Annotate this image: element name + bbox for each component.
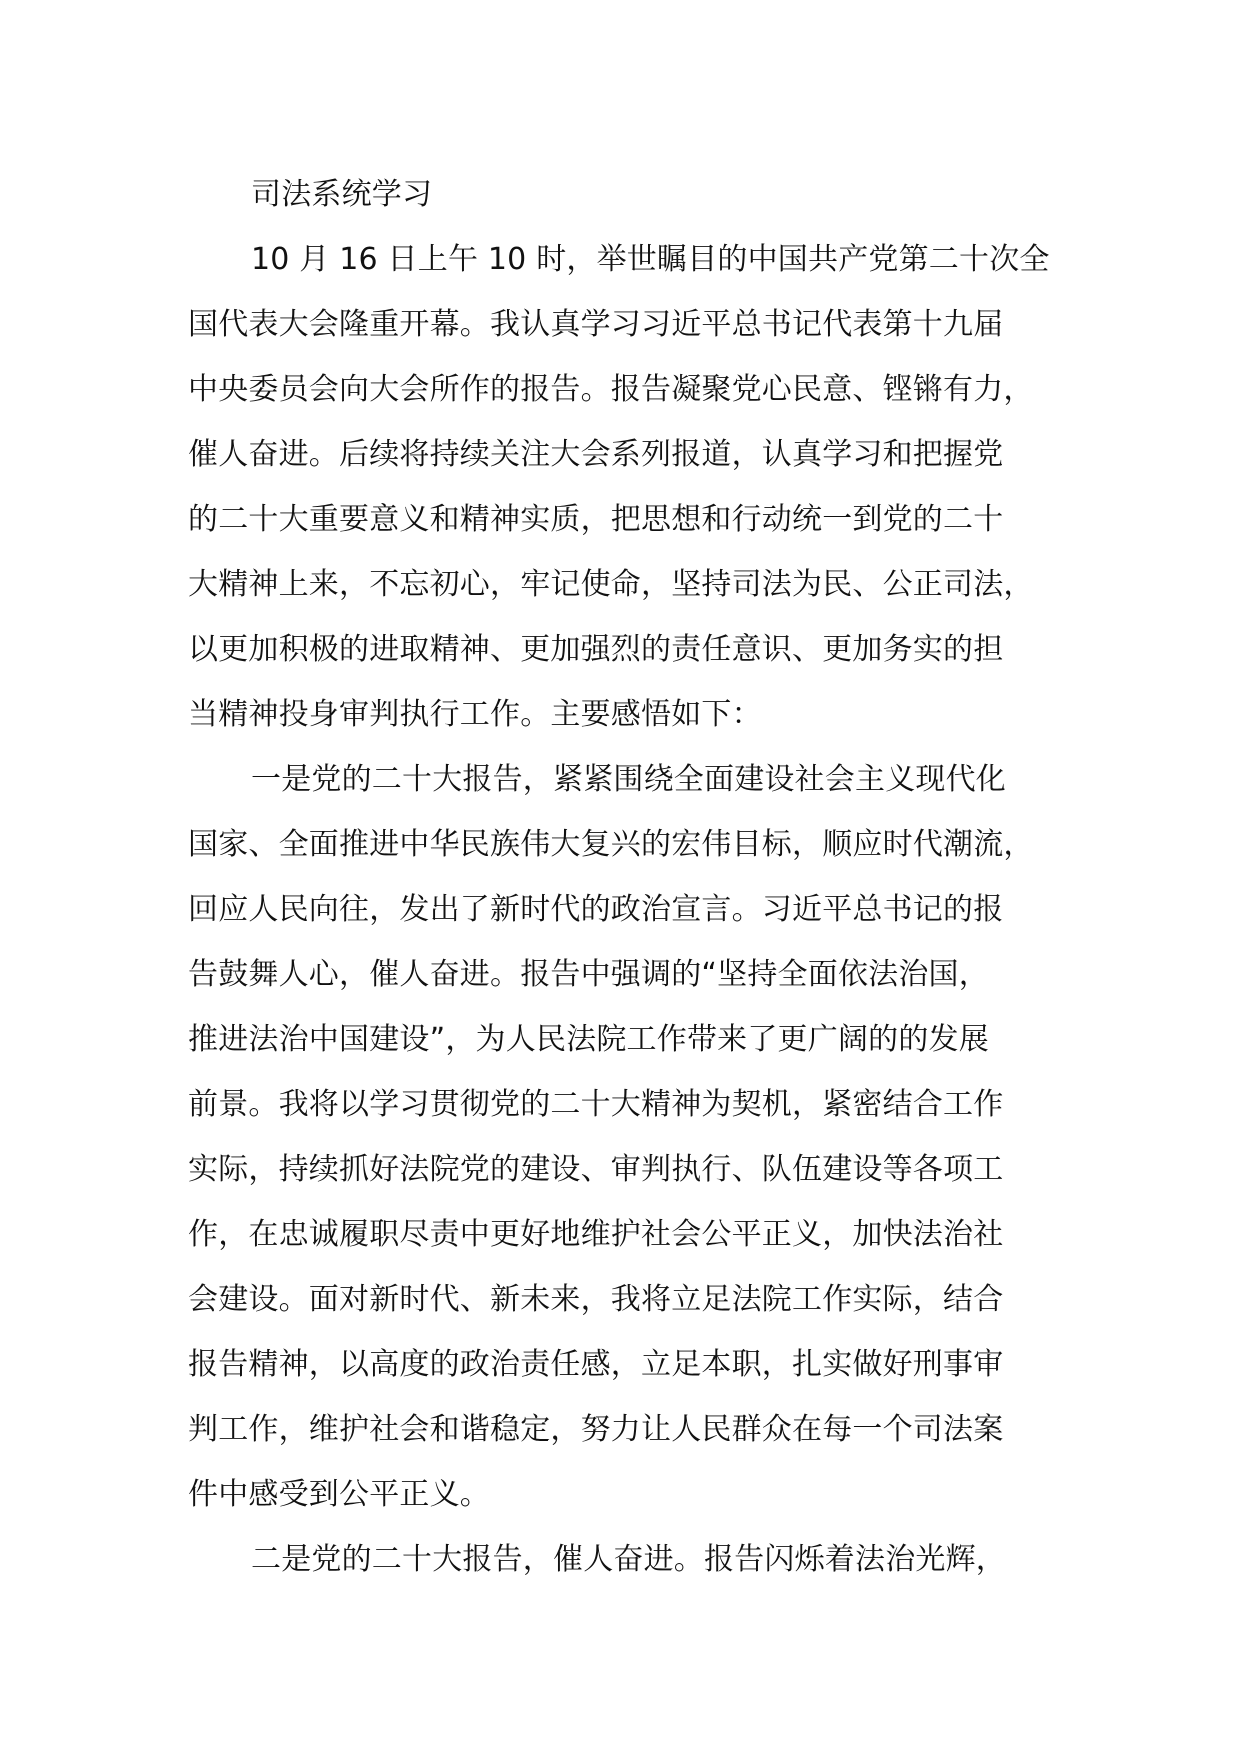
paragraph-line: 国家、全面推进中华民族伟大复兴的宏伟目标，顺应时代潮流，: [188, 827, 1034, 862]
paragraph-3: [188, 1527, 1088, 1592]
paragraph-line: 实际，持续抓好法院党的建设、审判执行、队伍建设等各项工: [188, 1152, 1004, 1187]
paragraph-line: 件中感受到公平正义。: [188, 1477, 490, 1512]
paragraph-line: 一是党的二十大报告，紧紧围绕全面建设社会主义现代化: [251, 762, 1006, 797]
document-heading: 司法系统学习: [251, 177, 433, 212]
paragraph-line: 告鼓舞人心，催人奋进。报告中强调的“坚持全面依法治国，: [188, 957, 989, 992]
paragraph-line: 10 月 16 日上午 10 时，举世瞩目的中国共产党第二十次全: [251, 242, 1050, 277]
paragraph-line: 当精神投身审判执行工作。主要感悟如下：: [188, 697, 762, 732]
paragraph-line: 大精神上来，不忘初心，牢记使命，坚持司法为民、公正司法，: [188, 567, 1034, 602]
paragraph-line: 推进法治中国建设”，为人民法院工作带来了更广阔的的发展: [188, 1022, 989, 1057]
paragraph-line: 催人奋进。后续将持续关注大会系列报道，认真学习和把握党: [188, 437, 1004, 472]
paragraph-line: 回应人民向往，发出了新时代的政治宣言。习近平总书记的报: [188, 892, 1004, 927]
paragraph-line: 二是党的二十大报告，催人奋进。报告闪烁着法治光辉，: [251, 1542, 1006, 1577]
paragraph-line: 会建设。面对新时代、新未来，我将立足法院工作实际，结合: [188, 1282, 1004, 1317]
document-body: [188, 162, 1088, 1592]
paragraph-line: 作，在忠诚履职尽责中更好地维护社会公平正义，加快法治社: [188, 1217, 1004, 1252]
paragraph-line: 中央委员会向大会所作的报告。报告凝聚党心民意、铿锵有力，: [188, 372, 1034, 407]
paragraph-2: [188, 747, 1088, 1527]
paragraph-line: 报告精神，以高度的政治责任感，立足本职，扎实做好刑事审: [188, 1347, 1004, 1382]
paragraph-line: 以更加积极的进取精神、更加强烈的责任意识、更加务实的担: [188, 632, 1004, 667]
paragraph-line: 判工作，维护社会和谐稳定，努力让人民群众在每一个司法案: [188, 1412, 1004, 1447]
paragraph-1: [188, 227, 1088, 747]
paragraph-line: 前景。我将以学习贯彻党的二十大精神为契机，紧密结合工作: [188, 1087, 1004, 1122]
paragraph-line: 国代表大会隆重开幕。我认真学习习近平总书记代表第十九届: [188, 307, 1004, 342]
paragraph-line: 的二十大重要意义和精神实质，把思想和行动统一到党的二十: [188, 502, 1004, 537]
